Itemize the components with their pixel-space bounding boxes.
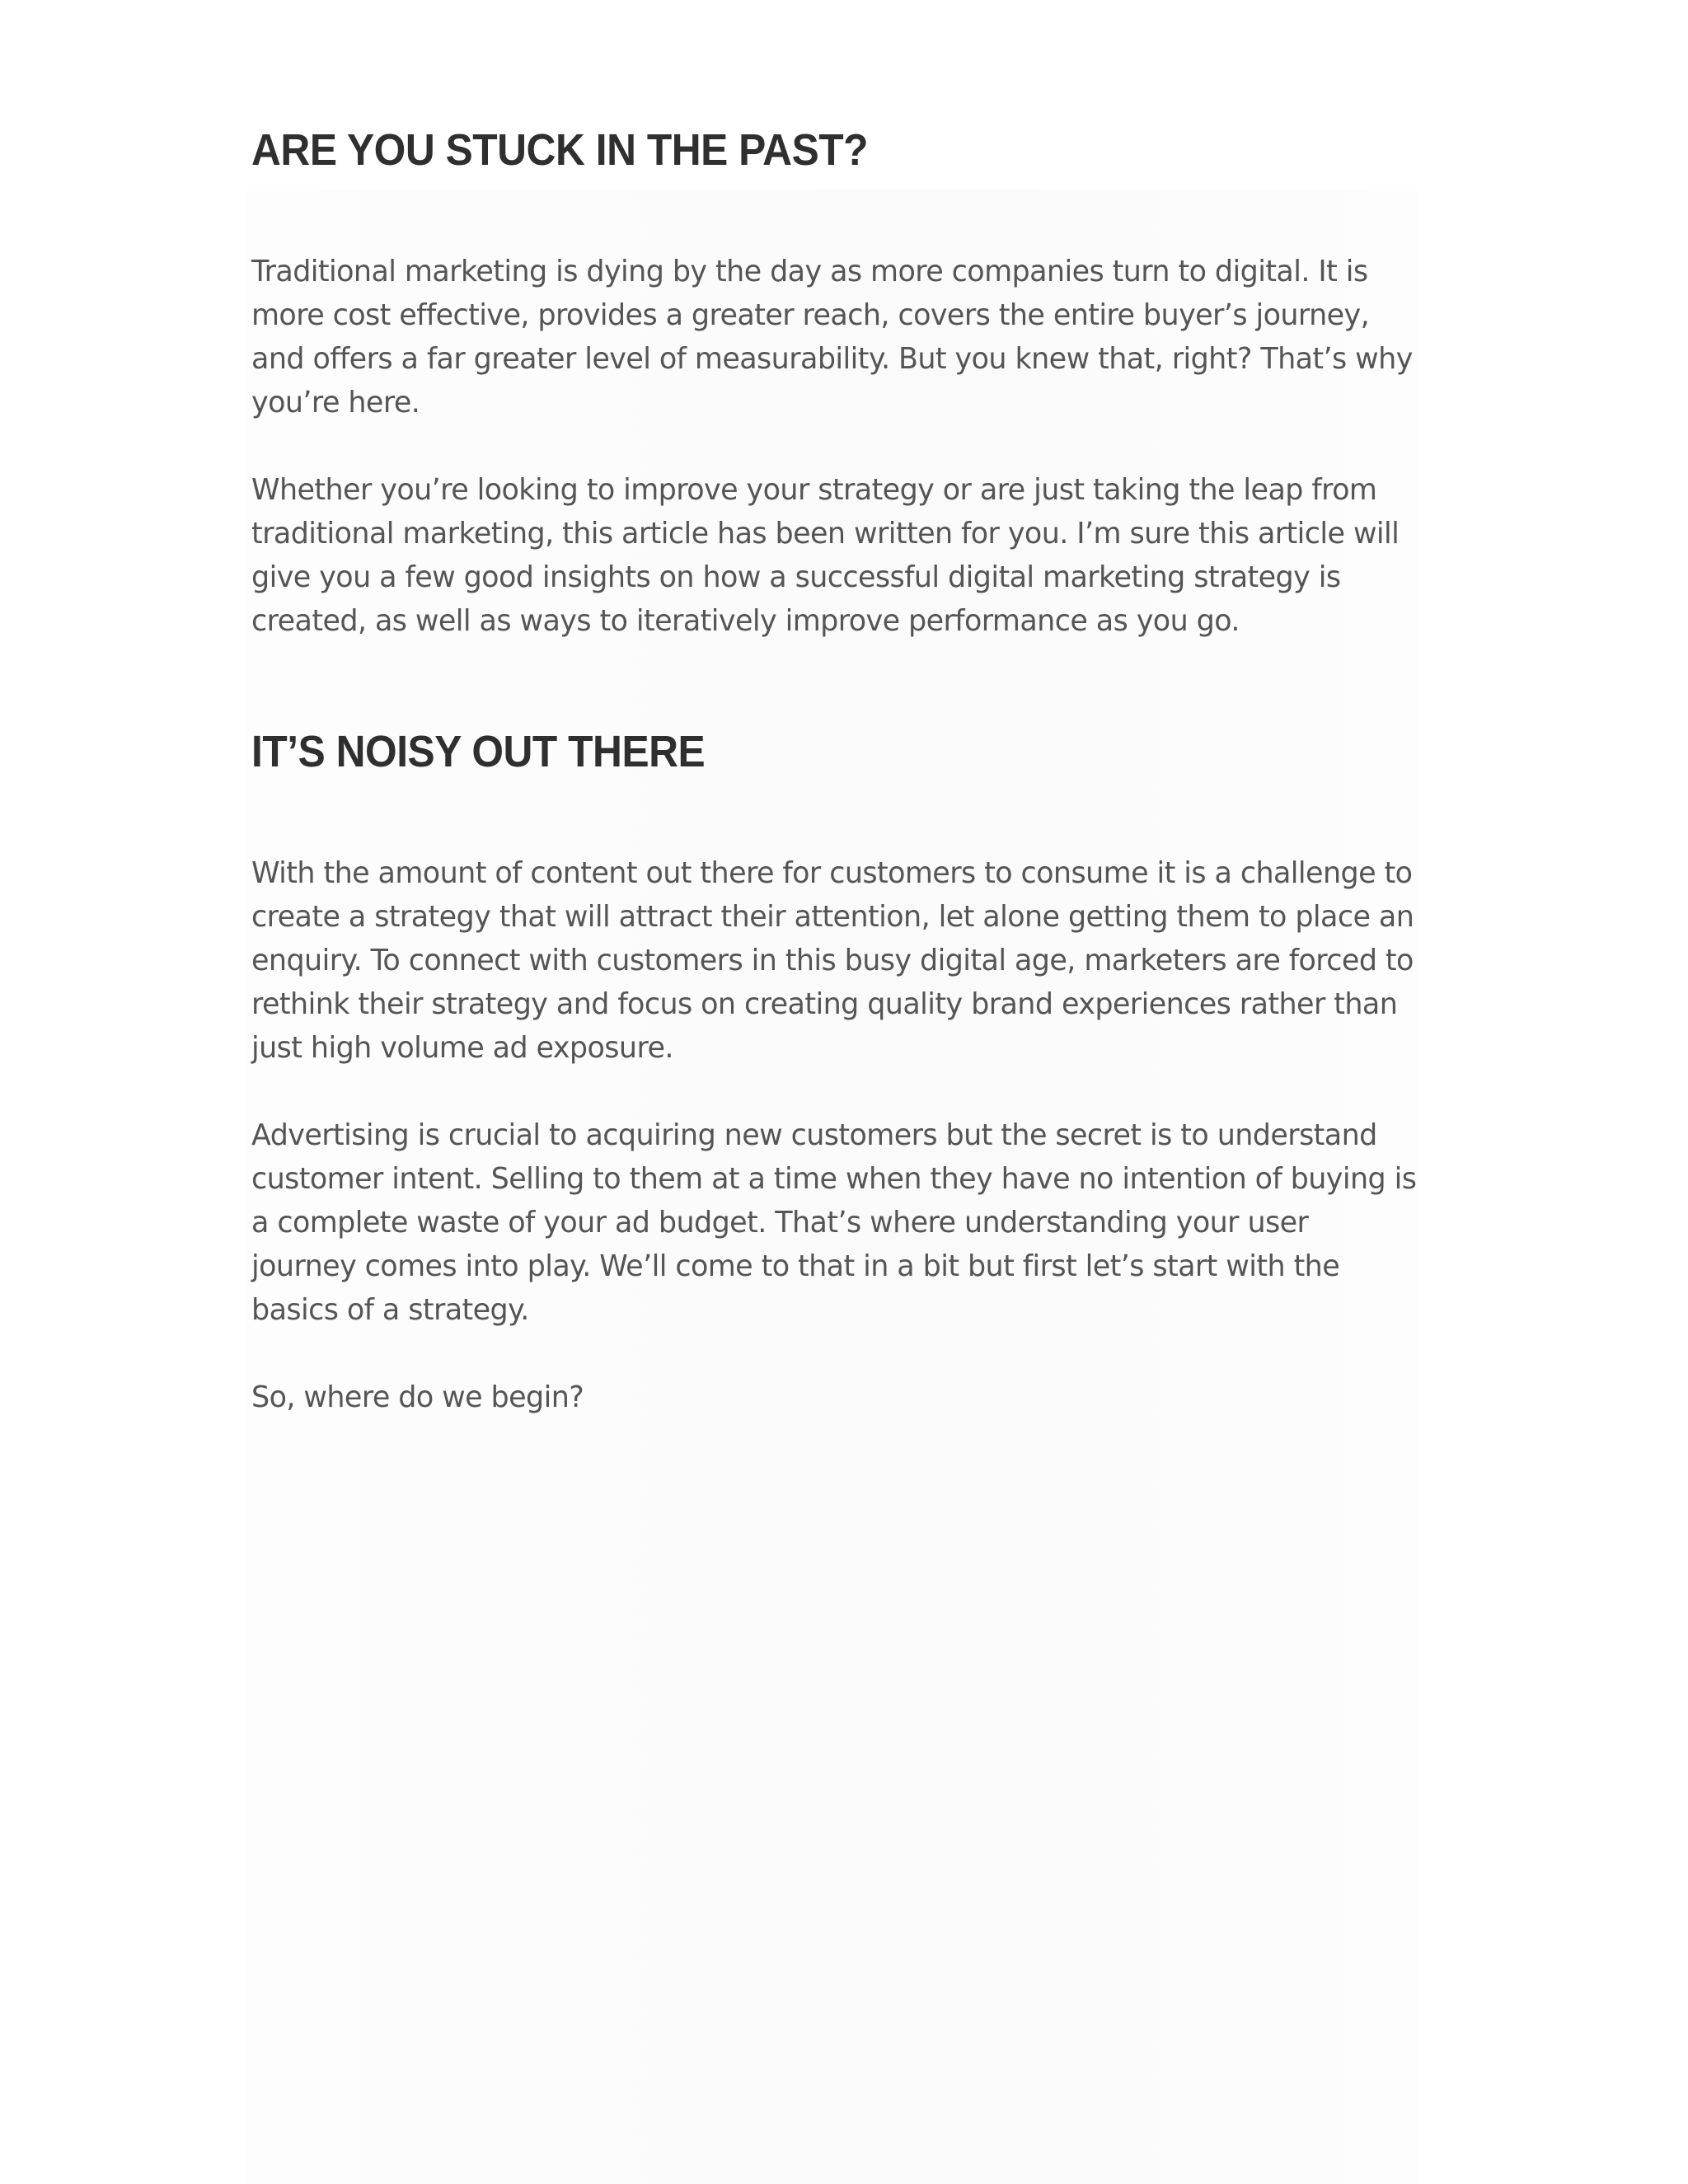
section-heading-stuck-in-past: ARE YOU STUCK IN THE PAST? — [251, 125, 869, 175]
section-heading-noisy-out-there: IT’S NOISY OUT THERE — [251, 726, 706, 776]
paragraph-amount-of-content: With the amount of content out there for customers to consume it is a challenge to create a strategy that will attract their attention, let alone getting them to place an enquiry. To connect with customers in this busy digital age, marketers are forced to rethink their strategy and focus on creating quality brand experiences rather than just high volume ad exposure. — [251, 855, 1414, 1065]
article-body — [251, 124, 1438, 1419]
paragraph-traditional-marketing: Traditional marketing is dying by the day as more companies turn to digital. It is more cost effective, provides a greater reach, covers the entire buyer’s journey, and offers a far greater level of measurability. But you knew that, right? That’s why you’re here. — [251, 254, 1413, 419]
paragraph-where-do-we-begin: So, where do we begin? — [251, 1380, 584, 1414]
paragraph-advertising-crucial: Advertising is crucial to acquiring new customers but the secret is to understand customer intent. Selling to them at a time when they have no intention of buying is a complete waste of your ad budget. That’s where understanding your user journey comes into play. We’ll come to that in a bit but first let’s start with the basics of a strategy. — [251, 1118, 1417, 1327]
paragraph-whether-improving: Whether you’re looking to improve your strategy or are just taking the leap from traditional marketing, this article has been written for you. I’m sure this article will give you a few good insights on how a successful digital marketing strategy is created, as well as ways to iteratively improve performance as you go. — [251, 472, 1400, 638]
